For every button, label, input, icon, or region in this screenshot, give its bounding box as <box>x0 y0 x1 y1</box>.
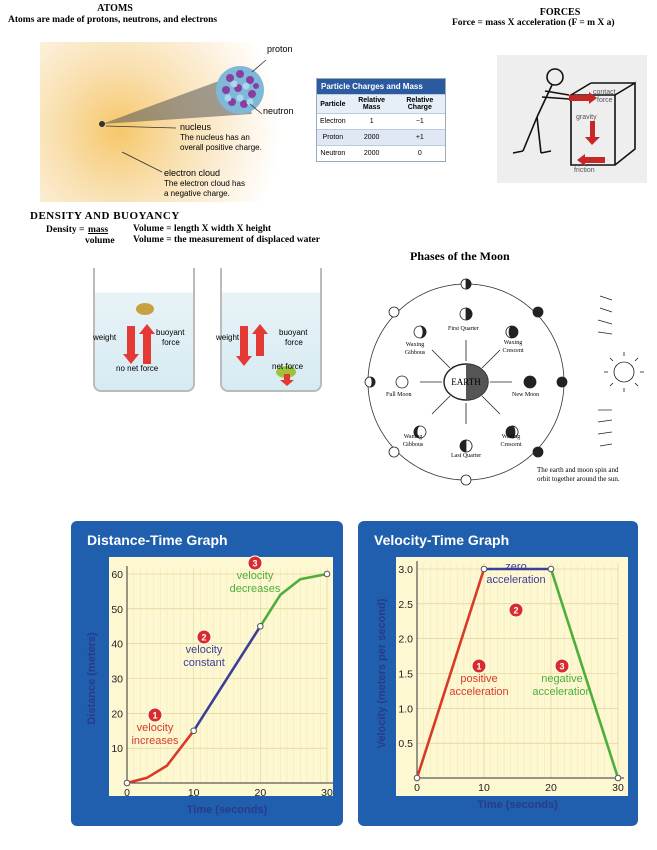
y-tick-label: 2.0 <box>398 633 413 646</box>
y-tick-label: 1.5 <box>398 668 413 681</box>
annotation-text: velocity <box>136 722 174 734</box>
annotation-text: acceleration <box>532 686 592 698</box>
proton-label: proton <box>267 44 293 54</box>
table-cell: 2000 <box>349 130 395 146</box>
gravity-label: gravity <box>576 114 597 121</box>
annotation-text: increases <box>131 735 179 747</box>
beaker2-weight-label: weight <box>216 333 240 342</box>
data-point <box>481 566 487 572</box>
y-tick-label: 20 <box>111 708 123 721</box>
x-tick-label: 0 <box>414 782 420 794</box>
neutron-label: neutron <box>263 106 294 116</box>
table-header: Relative Mass <box>349 95 395 114</box>
waxing-crescent-label-1: Waxing <box>503 340 523 346</box>
forces-subtitle: Force = mass X acceleration (F = m X a) <box>452 18 615 28</box>
moon-title: Phases of the Moon <box>410 249 510 263</box>
contact-label: contact <box>593 89 616 96</box>
x-tick-label: 0 <box>124 787 130 799</box>
table-cell: Proton <box>317 130 349 146</box>
contact-force-label: force <box>597 97 613 104</box>
beaker2-buoyant-label: buoyant <box>279 328 308 337</box>
earth-label: EARTH <box>451 377 481 387</box>
y-tick-label: 3.0 <box>398 564 413 576</box>
last-quarter-label: Last Quarter <box>451 453 482 459</box>
annotation-number: 3 <box>252 558 258 569</box>
waxing-gibbous-label-1: Waxing <box>405 342 425 348</box>
waning-gibbous-label-2: Gibbous <box>402 442 424 448</box>
beaker2-force-label: force <box>285 338 303 347</box>
waning-crescent-label-1: Waning <box>501 434 521 440</box>
table-cell: 2000 <box>349 146 395 162</box>
velocity-time-chart <box>358 521 638 826</box>
nucleus-desc-1: The nucleus has an <box>180 133 250 142</box>
data-point <box>124 780 130 786</box>
chart-title: Distance-Time Graph <box>87 532 228 548</box>
x-tick-label: 10 <box>187 787 200 799</box>
y-axis-label: Velocity (meters per second) <box>376 598 388 749</box>
data-point <box>324 571 330 577</box>
x-tick-label: 20 <box>545 782 557 794</box>
beaker2-bottom-label: net force <box>272 362 304 371</box>
annotation-number: 1 <box>152 710 158 721</box>
new-moon-label: New Moon <box>512 392 540 398</box>
full-moon-label: Full Moon <box>386 392 412 398</box>
x-tick-label: 10 <box>478 782 490 794</box>
annotation-text: negative <box>541 673 583 685</box>
waning-crescent-label-2: Crescent <box>500 442 522 448</box>
annotation-text: positive <box>460 673 498 685</box>
y-tick-label: 40 <box>111 638 123 651</box>
annotation-number: 1 <box>476 661 482 672</box>
waxing-gibbous-label-2: Gibbous <box>404 350 426 356</box>
data-point <box>258 623 264 629</box>
moon-phases-diagram <box>362 268 652 498</box>
y-tick-label: 30 <box>111 673 123 686</box>
table-cell: +1 <box>395 130 445 146</box>
y-tick-label: 1.0 <box>398 703 413 716</box>
annotation-number: 2 <box>513 605 519 616</box>
friction-label: friction <box>574 167 595 174</box>
density-formula-left: Density = <box>46 225 85 235</box>
cloud-desc-2: a negative charge. <box>164 189 230 198</box>
table-cell: 0 <box>395 146 445 162</box>
beaker1-weight-label: weight <box>93 333 117 342</box>
data-point <box>414 775 420 781</box>
table-cell: Electron <box>317 114 349 130</box>
atoms-subtitle: Atoms are made of protons, neutrons, and electrons <box>8 15 218 25</box>
forces-illustration <box>497 55 647 183</box>
nucleus-desc-2: overall positive charge. <box>180 143 262 152</box>
buoyancy-arrows <box>90 300 325 395</box>
annotation-number: 3 <box>559 661 565 672</box>
y-axis-label: Distance (meters) <box>86 632 98 725</box>
waxing-crescent-label-2: Crescent <box>502 348 524 354</box>
annotation-text: constant <box>183 657 225 669</box>
data-point <box>615 775 621 781</box>
annotation-text: acceleration <box>449 686 509 698</box>
table-cell: Neutron <box>317 146 349 162</box>
annotation-text: velocity <box>185 644 223 656</box>
beaker1-buoyant-label: buoyant <box>156 328 185 337</box>
table-cell: 1 <box>349 114 395 130</box>
annotation-number: 2 <box>201 632 207 643</box>
moon-caption-2: orbit together around the sun. <box>537 475 620 483</box>
annotation-text: velocity <box>236 570 274 582</box>
particle-table-title: Particle Charges and Mass <box>317 79 445 94</box>
annotation-text: decreases <box>229 583 281 595</box>
y-tick-label: 10 <box>111 743 123 756</box>
x-tick-label: 30 <box>612 782 624 794</box>
density-formula-den: volume <box>85 236 115 246</box>
beaker1-force-label: force <box>162 338 180 347</box>
atoms-title: ATOMS <box>97 3 133 14</box>
beaker1-bottom-label: no net force <box>116 364 159 373</box>
data-point <box>191 728 197 734</box>
distance-time-chart <box>71 521 343 826</box>
data-point <box>548 566 554 572</box>
plot-area <box>109 557 333 796</box>
x-axis-label: Time (seconds) <box>477 799 558 811</box>
chart-title: Velocity-Time Graph <box>374 532 510 548</box>
forces-title: FORCES <box>539 7 581 18</box>
density-title: DENSITY AND BUOYANCY <box>30 210 180 222</box>
waning-gibbous-label-1: Waning <box>403 434 423 440</box>
y-tick-label: 60 <box>111 569 123 581</box>
moon-caption-1: The earth and moon spin and <box>537 466 619 474</box>
volume-line-1: Volume = length X width X height <box>133 224 272 234</box>
cloud-desc-1: The electron cloud has <box>164 179 245 188</box>
particle-table <box>316 78 446 162</box>
electron-cloud-label: electron cloud <box>164 168 221 178</box>
first-quarter-label: First Quarter <box>448 326 479 332</box>
annotation-text: acceleration <box>486 574 546 586</box>
volume-line-2: Volume = the measurement of displaced water <box>133 235 320 245</box>
table-header: Relative Charge <box>395 95 445 114</box>
nucleus-label: nucleus <box>180 122 212 132</box>
y-tick-label: 50 <box>111 603 123 616</box>
table-cell: −1 <box>395 114 445 130</box>
x-tick-label: 20 <box>254 787 267 799</box>
annotation-text: zero <box>505 561 527 573</box>
y-tick-label: 0.5 <box>398 738 413 751</box>
plot-area <box>396 557 628 796</box>
x-tick-label: 30 <box>321 787 333 799</box>
density-formula-num: mass <box>88 225 109 235</box>
x-axis-label: Time (seconds) <box>186 804 268 816</box>
table-header: Particle <box>317 95 349 114</box>
y-tick-label: 2.5 <box>398 598 413 611</box>
